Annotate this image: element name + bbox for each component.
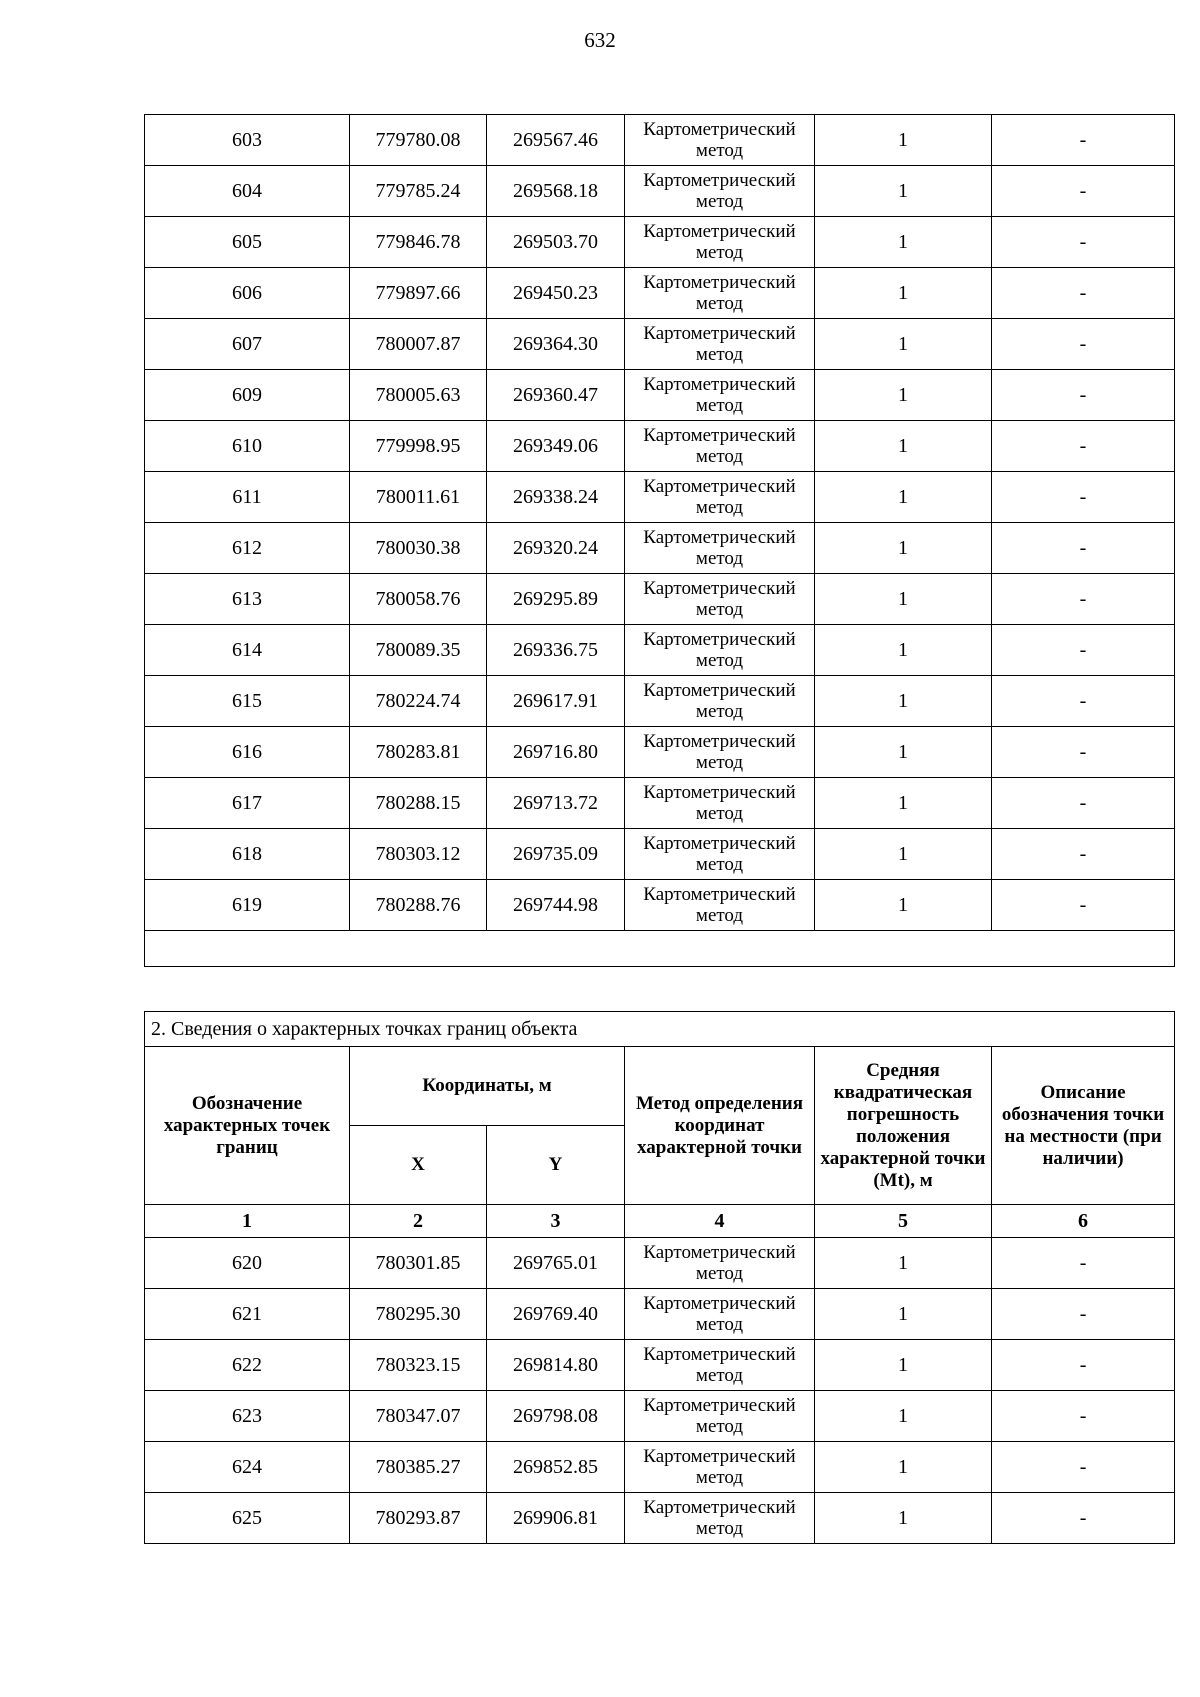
accuracy-cell: 1 <box>815 1442 992 1493</box>
table-row <box>145 1442 1175 1493</box>
x-coordinate-cell: 780089.35 <box>350 625 487 676</box>
description-cell: - <box>992 523 1175 574</box>
description-cell: - <box>992 421 1175 472</box>
method-cell: Картометрический метод <box>625 1289 815 1340</box>
description-cell: - <box>992 1391 1175 1442</box>
method-cell: Картометрический метод <box>625 421 815 472</box>
point-id-cell: 620 <box>145 1238 350 1289</box>
accuracy-cell: 1 <box>815 268 992 319</box>
accuracy-cell: 1 <box>815 880 992 931</box>
boundary-points-table <box>144 1011 1175 1544</box>
description-cell: - <box>992 319 1175 370</box>
y-coordinate-cell: 269814.80 <box>487 1340 625 1391</box>
column-number: 4 <box>625 1205 815 1238</box>
description-cell: - <box>992 1493 1175 1544</box>
y-coordinate-cell: 269568.18 <box>487 166 625 217</box>
method-cell: Картометрический метод <box>625 676 815 727</box>
y-coordinate-cell: 269617.91 <box>487 676 625 727</box>
accuracy-cell: 1 <box>815 1289 992 1340</box>
x-coordinate-cell: 780005.63 <box>350 370 487 421</box>
accuracy-cell: 1 <box>815 1340 992 1391</box>
x-coordinate-cell: 780295.30 <box>350 1289 487 1340</box>
column-number: 3 <box>487 1205 625 1238</box>
header-designation: Обозначение характерных точек границ <box>145 1047 350 1205</box>
y-coordinate-cell: 269744.98 <box>487 880 625 931</box>
method-cell: Картометрический метод <box>625 523 815 574</box>
accuracy-cell: 1 <box>815 829 992 880</box>
description-cell: - <box>992 1442 1175 1493</box>
x-coordinate-cell: 779780.08 <box>350 115 487 166</box>
x-coordinate-cell: 780030.38 <box>350 523 487 574</box>
table-row <box>145 166 1175 217</box>
accuracy-cell: 1 <box>815 1238 992 1289</box>
method-cell: Картометрический метод <box>625 1493 815 1544</box>
table-row <box>145 727 1175 778</box>
method-cell: Картометрический метод <box>625 115 815 166</box>
description-cell: - <box>992 727 1175 778</box>
x-coordinate-cell: 780007.87 <box>350 319 487 370</box>
header-method: Метод определения координат характерной точки <box>625 1047 815 1205</box>
description-cell: - <box>992 370 1175 421</box>
table-row <box>145 829 1175 880</box>
method-cell: Картометрический метод <box>625 472 815 523</box>
point-id-cell: 611 <box>145 472 350 523</box>
description-cell: - <box>992 472 1175 523</box>
y-coordinate-cell: 269503.70 <box>487 217 625 268</box>
point-id-cell: 609 <box>145 370 350 421</box>
section-title: 2. Сведения о характерных точках границ объекта <box>145 1012 1175 1047</box>
accuracy-cell: 1 <box>815 421 992 472</box>
y-coordinate-cell: 269336.75 <box>487 625 625 676</box>
method-cell: Картометрический метод <box>625 778 815 829</box>
method-cell: Картометрический метод <box>625 574 815 625</box>
point-id-cell: 610 <box>145 421 350 472</box>
accuracy-cell: 1 <box>815 472 992 523</box>
x-coordinate-cell: 780288.15 <box>350 778 487 829</box>
method-cell: Картометрический метод <box>625 625 815 676</box>
table-row <box>145 778 1175 829</box>
accuracy-cell: 1 <box>815 574 992 625</box>
x-coordinate-cell: 780011.61 <box>350 472 487 523</box>
x-coordinate-cell: 779785.24 <box>350 166 487 217</box>
method-cell: Картометрический метод <box>625 727 815 778</box>
header-x: X <box>350 1126 487 1205</box>
table-row <box>145 115 1175 166</box>
point-id-cell: 625 <box>145 1493 350 1544</box>
y-coordinate-cell: 269320.24 <box>487 523 625 574</box>
method-cell: Картометрический метод <box>625 1238 815 1289</box>
table-row <box>145 421 1175 472</box>
table-row <box>145 1493 1175 1544</box>
point-id-cell: 624 <box>145 1442 350 1493</box>
y-coordinate-cell: 269349.06 <box>487 421 625 472</box>
x-coordinate-cell: 780301.85 <box>350 1238 487 1289</box>
method-cell: Картометрический метод <box>625 1442 815 1493</box>
point-id-cell: 614 <box>145 625 350 676</box>
accuracy-cell: 1 <box>815 1391 992 1442</box>
description-cell: - <box>992 1289 1175 1340</box>
y-coordinate-cell: 269798.08 <box>487 1391 625 1442</box>
accuracy-cell: 1 <box>815 1493 992 1544</box>
y-coordinate-cell: 269735.09 <box>487 829 625 880</box>
method-cell: Картометрический метод <box>625 1340 815 1391</box>
x-coordinate-cell: 779897.66 <box>350 268 487 319</box>
description-cell: - <box>992 1238 1175 1289</box>
method-cell: Картометрический метод <box>625 217 815 268</box>
accuracy-cell: 1 <box>815 115 992 166</box>
header-y: Y <box>487 1126 625 1205</box>
method-cell: Картометрический метод <box>625 268 815 319</box>
accuracy-cell: 1 <box>815 217 992 268</box>
column-number: 6 <box>992 1205 1175 1238</box>
accuracy-cell: 1 <box>815 319 992 370</box>
point-id-cell: 606 <box>145 268 350 319</box>
point-id-cell: 605 <box>145 217 350 268</box>
description-cell: - <box>992 829 1175 880</box>
description-cell: - <box>992 115 1175 166</box>
point-id-cell: 623 <box>145 1391 350 1442</box>
accuracy-cell: 1 <box>815 676 992 727</box>
coordinates-table-continued <box>144 114 1175 967</box>
method-cell: Картометрический метод <box>625 829 815 880</box>
x-coordinate-cell: 779846.78 <box>350 217 487 268</box>
method-cell: Картометрический метод <box>625 166 815 217</box>
table-body <box>145 1238 1175 1544</box>
table-row <box>145 574 1175 625</box>
description-cell: - <box>992 880 1175 931</box>
table-row <box>145 268 1175 319</box>
accuracy-cell: 1 <box>815 523 992 574</box>
x-coordinate-cell: 780288.76 <box>350 880 487 931</box>
description-cell: - <box>992 1340 1175 1391</box>
point-id-cell: 612 <box>145 523 350 574</box>
y-coordinate-cell: 269716.80 <box>487 727 625 778</box>
x-coordinate-cell: 779998.95 <box>350 421 487 472</box>
table-row <box>145 472 1175 523</box>
description-cell: - <box>992 166 1175 217</box>
table-row <box>145 880 1175 931</box>
column-number: 5 <box>815 1205 992 1238</box>
description-cell: - <box>992 268 1175 319</box>
y-coordinate-cell: 269713.72 <box>487 778 625 829</box>
y-coordinate-cell: 269765.01 <box>487 1238 625 1289</box>
y-coordinate-cell: 269906.81 <box>487 1493 625 1544</box>
header-description: Описание обозначения точки на местности (при наличии) <box>992 1047 1175 1205</box>
accuracy-cell: 1 <box>815 778 992 829</box>
page-number: 632 <box>584 28 616 52</box>
table-row <box>145 625 1175 676</box>
table-row <box>145 1289 1175 1340</box>
empty-row <box>145 931 1175 967</box>
accuracy-cell: 1 <box>815 166 992 217</box>
y-coordinate-cell: 269338.24 <box>487 472 625 523</box>
y-coordinate-cell: 269360.47 <box>487 370 625 421</box>
x-coordinate-cell: 780058.76 <box>350 574 487 625</box>
table-body <box>145 115 1175 967</box>
table-row <box>145 1391 1175 1442</box>
accuracy-cell: 1 <box>815 370 992 421</box>
description-cell: - <box>992 676 1175 727</box>
accuracy-cell: 1 <box>815 625 992 676</box>
description-cell: - <box>992 778 1175 829</box>
point-id-cell: 615 <box>145 676 350 727</box>
point-id-cell: 613 <box>145 574 350 625</box>
description-cell: - <box>992 574 1175 625</box>
point-id-cell: 604 <box>145 166 350 217</box>
point-id-cell: 621 <box>145 1289 350 1340</box>
x-coordinate-cell: 780347.07 <box>350 1391 487 1442</box>
description-cell: - <box>992 217 1175 268</box>
point-id-cell: 618 <box>145 829 350 880</box>
table-row <box>145 217 1175 268</box>
point-id-cell: 617 <box>145 778 350 829</box>
x-coordinate-cell: 780224.74 <box>350 676 487 727</box>
table-row <box>145 523 1175 574</box>
y-coordinate-cell: 269769.40 <box>487 1289 625 1340</box>
x-coordinate-cell: 780293.87 <box>350 1493 487 1544</box>
table-row <box>145 676 1175 727</box>
x-coordinate-cell: 780303.12 <box>350 829 487 880</box>
point-id-cell: 607 <box>145 319 350 370</box>
method-cell: Картометрический метод <box>625 1391 815 1442</box>
description-cell: - <box>992 625 1175 676</box>
method-cell: Картометрический метод <box>625 880 815 931</box>
header-coordinates: Координаты, м <box>350 1047 625 1126</box>
x-coordinate-cell: 780385.27 <box>350 1442 487 1493</box>
point-id-cell: 603 <box>145 115 350 166</box>
column-number: 2 <box>350 1205 487 1238</box>
table-row <box>145 1238 1175 1289</box>
table-row <box>145 370 1175 421</box>
column-number: 1 <box>145 1205 350 1238</box>
x-coordinate-cell: 780283.81 <box>350 727 487 778</box>
y-coordinate-cell: 269567.46 <box>487 115 625 166</box>
y-coordinate-cell: 269295.89 <box>487 574 625 625</box>
y-coordinate-cell: 269364.30 <box>487 319 625 370</box>
method-cell: Картометрический метод <box>625 370 815 421</box>
accuracy-cell: 1 <box>815 727 992 778</box>
x-coordinate-cell: 780323.15 <box>350 1340 487 1391</box>
table-row <box>145 319 1175 370</box>
point-id-cell: 616 <box>145 727 350 778</box>
y-coordinate-cell: 269450.23 <box>487 268 625 319</box>
empty-cell <box>145 931 1175 967</box>
header-accuracy: Средняя квадратическая погрешность положения характерной точки (Mt), м <box>815 1047 992 1205</box>
method-cell: Картометрический метод <box>625 319 815 370</box>
point-id-cell: 619 <box>145 880 350 931</box>
point-id-cell: 622 <box>145 1340 350 1391</box>
y-coordinate-cell: 269852.85 <box>487 1442 625 1493</box>
table-row <box>145 1340 1175 1391</box>
